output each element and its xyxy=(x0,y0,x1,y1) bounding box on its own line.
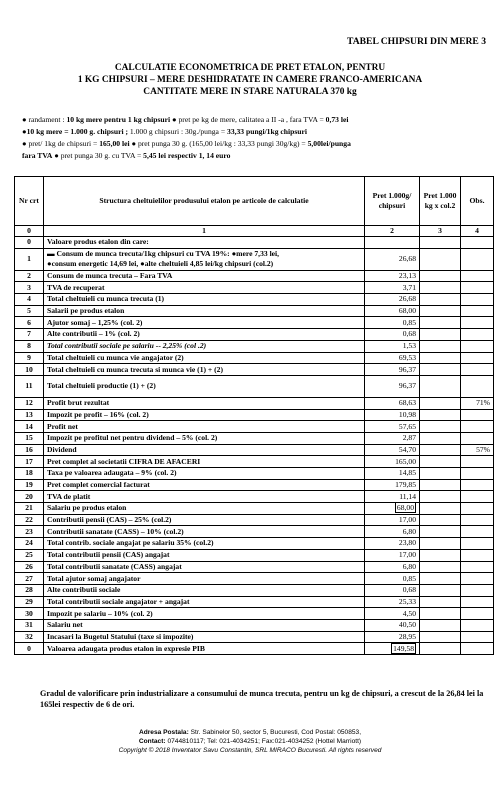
row-price-1000 xyxy=(420,432,461,444)
row-number: 2 xyxy=(15,270,44,282)
heading-line-2: 1 KG CHIPSURI – MERE DESHIDRATATE IN CAMERE FRANCO-AMERICANA xyxy=(77,75,423,85)
row-value xyxy=(365,619,420,631)
row-number: 31 xyxy=(15,619,44,631)
row-price-1000 xyxy=(420,619,461,631)
row-price-1000 xyxy=(420,270,461,282)
col-header-price: Pret 1.000g/ chipsuri xyxy=(365,177,420,226)
row-price-1000 xyxy=(420,305,461,317)
row-value-text: 10,98 xyxy=(398,409,416,419)
row-obs xyxy=(461,584,494,596)
row-price-1000 xyxy=(420,282,461,294)
row-value-text: 54,70 xyxy=(398,444,416,454)
row-number: 29 xyxy=(15,596,44,608)
row-price-1000 xyxy=(420,491,461,503)
row-number: 1 xyxy=(15,248,44,270)
row-value xyxy=(365,270,420,282)
row-price-1000 xyxy=(420,456,461,468)
row-obs xyxy=(461,514,494,526)
row-value-text: 96,37 xyxy=(398,381,416,391)
row-number: 12 xyxy=(15,397,44,409)
table-row xyxy=(15,444,494,456)
row-obs xyxy=(461,294,494,306)
row-obs: 57% xyxy=(461,444,494,456)
row-description: ▬ Consum de munca trecuta/1kg chipsuri cu TVA 19%: ●mere 7,33 lei, ●consum energetic 14,69 lei, ●alte cheltuieli 4,85 lei/kg chipsuri (col.2) xyxy=(44,248,365,270)
row-obs xyxy=(461,596,494,608)
row-value-text: 0,85 xyxy=(402,317,416,327)
row-value xyxy=(365,596,420,608)
row-description: Total cheltuieli cu munca trecuta si munca vie (1) + (2) xyxy=(44,364,365,376)
row-description: Dividend xyxy=(44,444,365,456)
row-price-1000 xyxy=(420,561,461,573)
row-obs xyxy=(461,643,494,655)
row-obs xyxy=(461,352,494,364)
row-obs xyxy=(461,479,494,491)
row-number: 0 xyxy=(15,643,44,655)
row-number: 20 xyxy=(15,491,44,503)
table-row xyxy=(15,549,494,561)
row-value xyxy=(365,375,420,397)
row-value xyxy=(365,573,420,585)
row-obs xyxy=(461,503,494,515)
row-description: Contributii pensii (CAS) – 25% (col.2) xyxy=(44,514,365,526)
row-value xyxy=(365,317,420,329)
col-header-price-1000: Pret 1.000 kg x col.2 xyxy=(420,177,461,226)
row-number: 10 xyxy=(15,364,44,376)
row-value xyxy=(365,503,420,515)
row-description: Impozit pe profit – 16% (col. 2) xyxy=(44,409,365,421)
table-row xyxy=(15,596,494,608)
table-row xyxy=(15,352,494,364)
table-row xyxy=(15,432,494,444)
assumption-bags: ●10 kg mere = 1.000 g. chipsuri ; 1.000 g chipsuri : 30g./punga = 33,33 pungi/1kg chipsuri xyxy=(22,127,307,136)
table-row xyxy=(15,584,494,596)
contact-phones: Contact: 0744810117; Tel: 021-4034251; Fax:021-4034252 (Hottel Marriott) xyxy=(138,738,362,745)
table-row xyxy=(15,421,494,433)
row-value xyxy=(365,294,420,306)
row-value: 26,68 xyxy=(365,248,420,270)
row-value xyxy=(365,421,420,433)
row-description: Valoare produs etalon din care: xyxy=(44,237,365,249)
row-value-text: 40,50 xyxy=(398,620,416,630)
table-row xyxy=(15,364,494,376)
row-price-1000 xyxy=(420,364,461,376)
table-row xyxy=(15,514,494,526)
row-value-text: 6,80 xyxy=(402,526,416,536)
row-number: 30 xyxy=(15,608,44,620)
row-value-text: 179,85 xyxy=(395,480,416,490)
row-obs xyxy=(461,538,494,550)
row-obs xyxy=(461,282,494,294)
table-row xyxy=(15,294,494,306)
calculation-heading xyxy=(0,62,500,98)
row-description: TVA de recuperat xyxy=(44,282,365,294)
heading-line-3: CANTITATE MERE IN STARE NATURALA 370 kg xyxy=(143,87,357,97)
row-price-1000 xyxy=(420,643,461,655)
row-number: 16 xyxy=(15,444,44,456)
row-price-1000 xyxy=(420,397,461,409)
row-price-1000 xyxy=(420,549,461,561)
row-value xyxy=(365,479,420,491)
row-number: 4 xyxy=(15,294,44,306)
table-row xyxy=(15,237,494,249)
row-value-text: 6,80 xyxy=(402,561,416,571)
row-description: Total cheltuieli cu munca trecuta (1) xyxy=(44,294,365,306)
table-row xyxy=(15,479,494,491)
col-index-3: 3 xyxy=(420,226,461,237)
row-description: Contributii sanatate (CASS) – 10% (col.2) xyxy=(44,526,365,538)
table-row xyxy=(15,340,494,352)
row-value xyxy=(365,364,420,376)
row-value-text: 0,68 xyxy=(402,329,416,339)
row-price-1000 xyxy=(420,631,461,643)
row-value xyxy=(365,444,420,456)
row-value-text: 69,53 xyxy=(398,352,416,362)
row-obs xyxy=(461,340,494,352)
row-obs xyxy=(461,561,494,573)
row-value-text: 4,50 xyxy=(402,608,416,618)
row-description: Pret complet comercial facturat xyxy=(44,479,365,491)
table-row xyxy=(15,317,494,329)
row-number: 3 xyxy=(15,282,44,294)
row-value xyxy=(365,456,420,468)
copyright-notice: Copyright © 2018 Inventator Savu Constantin, SRL MIRACO Bucuresti. All rights reserved xyxy=(118,747,382,754)
table-row xyxy=(15,619,494,631)
row-price-1000 xyxy=(420,538,461,550)
row-price-1000 xyxy=(420,444,461,456)
col-header-structure: Structura cheltuielilor produsului etalon pe articole de calculatie xyxy=(44,177,365,226)
row-value-text: 96,37 xyxy=(398,364,416,374)
table-index-row xyxy=(15,226,494,237)
row-value-text: 149,58 xyxy=(393,643,414,653)
row-description: Total contributii sanatate (CASS) angajat xyxy=(44,561,365,573)
row-number: 5 xyxy=(15,305,44,317)
row-obs xyxy=(461,526,494,538)
row-value xyxy=(365,538,420,550)
row-price-1000 xyxy=(420,329,461,341)
row-price-1000 xyxy=(420,596,461,608)
row-value xyxy=(365,608,420,620)
table-row xyxy=(15,456,494,468)
row-description: Profit net xyxy=(44,421,365,433)
row-value-text: 14,85 xyxy=(398,468,416,478)
row-description: Total cheltuieli productie (1) + (2) xyxy=(44,375,365,397)
row-value xyxy=(365,643,420,655)
row-description: Taxa pe valoarea adaugata – 9% (col. 2) xyxy=(44,468,365,480)
row-value xyxy=(365,282,420,294)
row-obs xyxy=(461,432,494,444)
row-obs xyxy=(461,305,494,317)
row-description: Alte contributii – 1% (col. 2) xyxy=(44,329,365,341)
row-number: 14 xyxy=(15,421,44,433)
table-row xyxy=(15,305,494,317)
col-header-obs: Obs. xyxy=(461,177,494,226)
row-price-1000 xyxy=(420,375,461,397)
row-description: Impozit pe profitul net pentru dividend – 5% (col. 2) xyxy=(44,432,365,444)
table-row xyxy=(15,409,494,421)
row-value xyxy=(365,340,420,352)
row-value xyxy=(365,305,420,317)
row-description: Pret complet al societatii CIFRA DE AFACERI xyxy=(44,456,365,468)
row-description: Consum de munca trecuta – Fara TVA xyxy=(44,270,365,282)
table-row xyxy=(15,468,494,480)
row-obs xyxy=(461,468,494,480)
row-value xyxy=(365,409,420,421)
row-price-1000 xyxy=(420,479,461,491)
row-number: 9 xyxy=(15,352,44,364)
row-price-1000 xyxy=(420,352,461,364)
table-row xyxy=(15,270,494,282)
row-description: Salariu net xyxy=(44,619,365,631)
row-value-text: 68,00 xyxy=(396,503,414,513)
row-value xyxy=(365,397,420,409)
row-value-text: 28,95 xyxy=(398,631,416,641)
row-price-1000 xyxy=(420,468,461,480)
row-value-text: 57,65 xyxy=(398,421,416,431)
table-row xyxy=(15,329,494,341)
table-row xyxy=(15,643,494,655)
row-value xyxy=(365,352,420,364)
row-price-1000 xyxy=(420,514,461,526)
row-price-1000 xyxy=(420,584,461,596)
table-row xyxy=(15,282,494,294)
row-obs xyxy=(461,375,494,397)
row-obs xyxy=(461,631,494,643)
table-row xyxy=(15,397,494,409)
col-index-2: 2 xyxy=(365,226,420,237)
row-price-1000 xyxy=(420,573,461,585)
document-title: TABEL CHIPSURI DIN MERE 3 xyxy=(347,36,486,47)
row-value xyxy=(365,549,420,561)
row-obs xyxy=(461,491,494,503)
row-value-text: 11,14 xyxy=(399,491,416,501)
row-description: Profit brut rezultat xyxy=(44,397,365,409)
assumption-yield: ● randament : 10 kg mere pentru 1 kg chipsuri ● pret pe kg de mere, calitatea a II -a , fara TVA = 0,73 lei xyxy=(22,115,349,124)
row-number: 8 xyxy=(15,340,44,352)
summary-text: Gradul de valorificare prin industrializare a consumului de munca trecuta, pentru un kg de chipsuri, a crescut de la 26,84 lei la 165lei respectiv de 6 de ori. xyxy=(40,689,484,709)
row-description: TVA de platit xyxy=(44,491,365,503)
col-index-0: 0 xyxy=(15,226,44,237)
row-number: 17 xyxy=(15,456,44,468)
row-value xyxy=(365,561,420,573)
row-description: Total ajutor somaj angajator xyxy=(44,573,365,585)
row-value xyxy=(365,631,420,643)
row-number: 15 xyxy=(15,432,44,444)
row-obs xyxy=(461,329,494,341)
table-row xyxy=(15,561,494,573)
table-row xyxy=(15,573,494,585)
row-value-text: 17,00 xyxy=(398,550,416,560)
row-price-1000 xyxy=(420,340,461,352)
row-obs xyxy=(461,619,494,631)
row-value-text: 0,68 xyxy=(402,585,416,595)
row-value-text: 26,68 xyxy=(398,294,416,304)
row-number: 11 xyxy=(15,375,44,397)
row-number: 13 xyxy=(15,409,44,421)
row-price-1000 xyxy=(420,421,461,433)
row-description: Total cheltuieli cu munca vie angajator (2) xyxy=(44,352,365,364)
col-index-4: 4 xyxy=(461,226,494,237)
row-description: Valoarea adaugata produs etalon in expresie PIB xyxy=(44,643,365,655)
row-obs xyxy=(461,608,494,620)
row-obs xyxy=(461,549,494,561)
row-number: 21 xyxy=(15,503,44,515)
postal-address: Adresa Postala: Str. Sabinelor 50, sector 5, Bucuresti, Cod Postal: 050853, xyxy=(138,729,362,736)
table-row xyxy=(15,491,494,503)
table-row xyxy=(15,631,494,643)
row-description: Salarii pe produs etalon xyxy=(44,305,365,317)
assumptions-block xyxy=(22,114,494,162)
row-value-text: 23,13 xyxy=(398,271,416,281)
col-index-1: 1 xyxy=(44,226,365,237)
row-number: 24 xyxy=(15,538,44,550)
row-description: Ajutor somaj – 1,25% (col. 2) xyxy=(44,317,365,329)
row-description: Salariu pe produs etalon xyxy=(44,503,365,515)
row-value-text: 17,00 xyxy=(398,515,416,525)
row-price-1000 xyxy=(420,503,461,515)
row-obs xyxy=(461,270,494,282)
row-value-text: 3,71 xyxy=(402,282,416,292)
row-value-text: 23,80 xyxy=(398,538,416,548)
row-value xyxy=(365,514,420,526)
row-number: 27 xyxy=(15,573,44,585)
cost-structure-table xyxy=(14,176,494,655)
row-description: Total contrib. sociale angajat pe salariu 35% (col.2) xyxy=(44,538,365,550)
heading-line-1: CALCULATIE ECONOMETRICA DE PRET ETALON, PENTRU xyxy=(114,63,386,73)
contact-block xyxy=(0,728,500,755)
table-row xyxy=(15,375,494,397)
row-number: 19 xyxy=(15,479,44,491)
row-value-text: 1,53 xyxy=(402,341,416,351)
row-value-text: 25,33 xyxy=(398,596,416,606)
row-value xyxy=(365,432,420,444)
row-description: Impozit pe salariu – 10% (col. 2) xyxy=(44,608,365,620)
row-value xyxy=(365,468,420,480)
row-obs: 71% xyxy=(461,397,494,409)
assumption-price: ● pret/ 1kg de chipsuri = 165,00 lei ● pret punga 30 g. (165,00 lei/kg : 33,33 pungi 30g/kg) = 5,00lei/punga xyxy=(22,139,351,148)
row-value-text: 0,85 xyxy=(402,573,416,583)
row-value xyxy=(365,584,420,596)
row-number: 6 xyxy=(15,317,44,329)
row-number: 32 xyxy=(15,631,44,643)
row-value-text: 68,63 xyxy=(398,398,416,408)
table-row xyxy=(15,608,494,620)
row-number: 18 xyxy=(15,468,44,480)
table-header-row xyxy=(15,177,494,226)
row-number: 22 xyxy=(15,514,44,526)
col-header-nr: Nr crt xyxy=(15,177,44,226)
row-obs xyxy=(461,421,494,433)
row-description: Incasari la Bugetul Statului (taxe si impozite) xyxy=(44,631,365,643)
row-number: 25 xyxy=(15,549,44,561)
table-row xyxy=(15,538,494,550)
row-obs xyxy=(461,573,494,585)
row-description: Alte contributii sociale xyxy=(44,584,365,596)
row-price-1000 xyxy=(420,409,461,421)
row-value-text: 2,87 xyxy=(402,433,416,443)
row-price-1000 xyxy=(420,294,461,306)
table-row xyxy=(15,248,494,270)
row-price-1000 xyxy=(420,526,461,538)
row-price-1000 xyxy=(420,608,461,620)
row-number: 23 xyxy=(15,526,44,538)
row-description: Total contributii sociale angajator + angajat xyxy=(44,596,365,608)
row-obs xyxy=(461,456,494,468)
row-obs xyxy=(461,364,494,376)
table-row xyxy=(15,503,494,515)
row-value-text: 165,00 xyxy=(395,456,416,466)
row-obs xyxy=(461,317,494,329)
row-value-text: 68,00 xyxy=(398,306,416,316)
row-value xyxy=(365,329,420,341)
row-value xyxy=(365,491,420,503)
row-number: 28 xyxy=(15,584,44,596)
row-number: 7 xyxy=(15,329,44,341)
row-number: 26 xyxy=(15,561,44,573)
row-obs xyxy=(461,409,494,421)
row-value xyxy=(365,526,420,538)
table-row xyxy=(15,526,494,538)
row-price-1000 xyxy=(420,317,461,329)
row-description: Total contributii pensii (CAS) angajat xyxy=(44,549,365,561)
row-description: Total contributii sociale pe salariu -- 2,25% (col .2) xyxy=(44,340,365,352)
row-number: 0 xyxy=(15,237,44,249)
assumption-price-vat: fara TVA ● pret punga 30 g. cu TVA = 5,45 lei respectiv 1, 14 euro xyxy=(22,151,231,160)
